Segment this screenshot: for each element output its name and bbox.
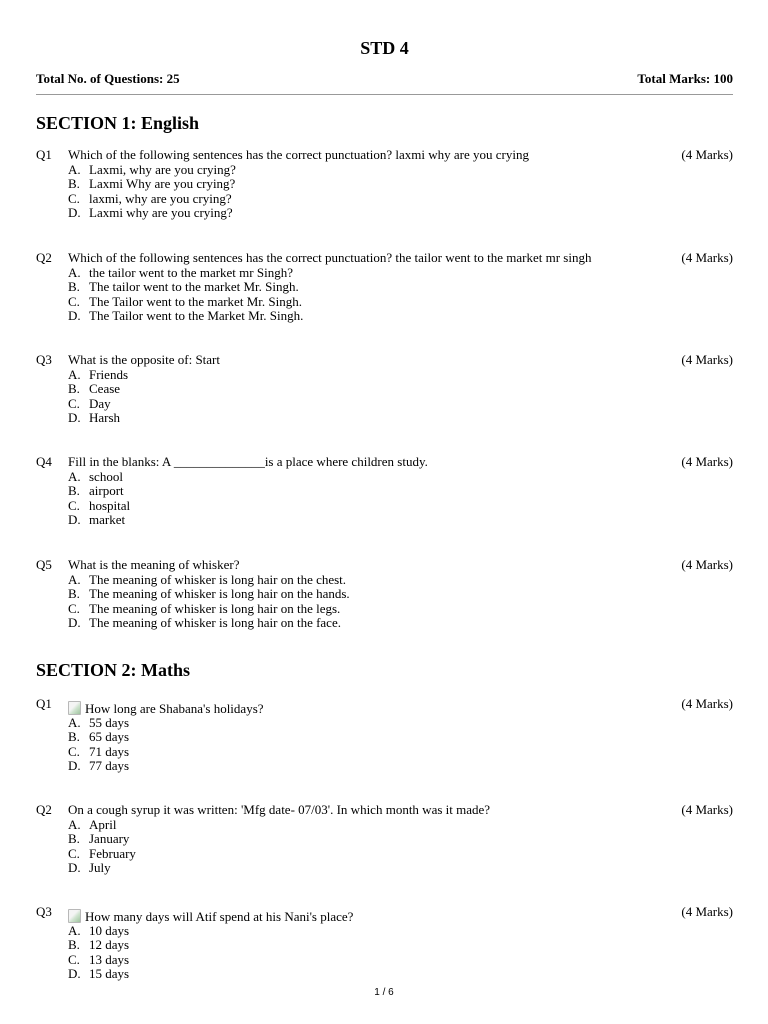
option-text: laxmi, why are you crying? [89,190,232,206]
question-marks: (4 Marks) [681,904,733,919]
option-item [68,573,350,588]
option-label: B. [68,279,80,295]
option-text: The Tailor went to the Market Mr. Singh. [89,308,304,324]
options-list [68,470,130,528]
options-list [68,818,136,876]
option-label: C. [68,293,80,309]
total-marks: Total Marks: 100 [637,71,733,86]
option-label: D. [68,615,81,631]
question-number: Q5 [36,557,52,572]
question-number: Q2 [36,802,52,817]
option-label: B. [68,483,80,499]
option-label: D. [68,860,81,876]
option-text: February [89,845,136,861]
option-text: April [89,816,117,832]
option-label: A. [68,264,81,280]
question-marks: (4 Marks) [681,352,733,367]
question-text: What is the meaning of whisker? [68,557,240,572]
option-item [68,206,236,221]
option-label: A. [68,161,81,177]
option-label: D. [68,758,81,774]
option-text: 55 days [89,714,130,730]
question-marks: (4 Marks) [681,557,733,572]
question-number: Q4 [36,454,52,469]
options-list [68,924,129,982]
option-item [68,953,129,968]
question-number: Q1 [36,696,52,711]
option-item [68,716,129,731]
question-marks: (4 Marks) [681,147,733,162]
question-marks: (4 Marks) [681,696,733,711]
option-text: The meaning of whisker is long hair on the chest. [89,571,347,587]
option-label: D. [68,966,81,982]
option-item [68,411,128,426]
option-text: 12 days [89,937,130,953]
option-item [68,382,128,397]
option-text: the tailor went to the market mr Singh? [89,264,293,280]
option-item [68,967,129,982]
option-item [68,938,129,953]
section-heading: SECTION 2: Maths [36,660,191,680]
question-marks: (4 Marks) [681,250,733,265]
broken-image-icon [68,909,81,923]
option-text: Cease [89,381,121,397]
option-text: 15 days [89,966,130,982]
option-item [68,616,350,631]
total-questions: Total No. of Questions: 25 [36,71,180,86]
option-label: D. [68,512,81,528]
option-text: January [89,831,130,847]
question-text: How many days will Atif spend at his Nani's place? [85,909,354,924]
question-number: Q3 [36,352,52,367]
option-label: B. [68,176,80,192]
option-item [68,861,136,876]
question-number: Q3 [36,904,52,919]
option-text: 13 days [89,951,130,967]
option-item [68,730,129,745]
option-label: D. [68,308,81,324]
option-text: market [89,512,126,528]
option-item [68,280,303,295]
options-list [68,266,303,324]
options-list [68,163,236,221]
option-item [68,499,130,514]
question-text-line [68,251,591,266]
option-text: Harsh [89,410,121,426]
question-text-line [68,148,529,163]
page-title: STD 4 [360,38,409,58]
option-item [68,513,130,528]
option-label: C. [68,951,80,967]
options-list [68,368,128,426]
option-item [68,484,130,499]
option-item [68,832,136,847]
question-text-line [68,558,239,573]
option-item [68,295,303,310]
option-item [68,177,236,192]
option-text: Friends [89,366,128,382]
option-label: C. [68,743,80,759]
question-number: Q2 [36,250,52,265]
section-heading: SECTION 1: English [36,113,200,133]
option-text: school [89,468,123,484]
question-marks: (4 Marks) [681,454,733,469]
question-text-line [68,455,428,470]
question-marks: (4 Marks) [681,802,733,817]
options-list [68,716,129,774]
question-text: What is the opposite of: Start [68,352,221,367]
option-text: airport [89,483,124,499]
option-item [68,266,303,281]
option-label: A. [68,922,81,938]
option-text: Laxmi why are you crying? [89,205,233,221]
question-text: How long are Shabana's holidays? [85,701,264,716]
question-text-line [68,353,220,368]
option-item [68,587,350,602]
question-text: On a cough syrup it was written: 'Mfg date- 07/03'. In which month was it made? [68,802,491,817]
option-text: 65 days [89,729,130,745]
option-item [68,759,129,774]
question-number: Q1 [36,147,52,162]
option-label: C. [68,497,80,513]
option-label: B. [68,729,80,745]
option-label: A. [68,816,81,832]
option-item [68,192,236,207]
header-divider [36,94,733,95]
option-text: The tailor went to the market Mr. Singh. [89,279,299,295]
option-item [68,368,128,383]
option-label: A. [68,714,81,730]
option-label: A. [68,366,81,382]
option-text: July [89,860,111,876]
option-label: C. [68,190,80,206]
option-item [68,309,303,324]
option-text: 71 days [89,743,130,759]
option-label: B. [68,937,80,953]
option-label: B. [68,381,80,397]
option-text: hospital [89,497,131,513]
option-item [68,397,128,412]
option-item [68,818,136,833]
option-label: C. [68,395,80,411]
option-text: 10 days [89,922,130,938]
option-item [68,847,136,862]
option-item [68,602,350,617]
option-text: Laxmi, why are you crying? [89,161,236,177]
option-label: B. [68,586,80,602]
option-text: The Tailor went to the market Mr. Singh. [89,293,302,309]
option-label: C. [68,845,80,861]
option-label: D. [68,205,81,221]
option-label: A. [68,468,81,484]
option-item [68,745,129,760]
option-text: The meaning of whisker is long hair on the face. [89,615,341,631]
option-text: Laxmi Why are you crying? [89,176,236,192]
option-text: 77 days [89,758,130,774]
option-label: D. [68,410,81,426]
page-number: 1 / 6 [374,987,394,998]
option-label: A. [68,571,81,587]
broken-image-icon [68,701,81,715]
option-item [68,924,129,939]
question-text: Which of the following sentences has the correct punctuation? laxmi why are you crying [68,147,529,162]
question-text: Which of the following sentences has the correct punctuation? the tailor went to the market mr singh [68,250,592,265]
options-list [68,573,350,631]
option-text: The meaning of whisker is long hair on the legs. [89,600,341,616]
option-item [68,163,236,178]
option-label: B. [68,831,80,847]
option-label: C. [68,600,80,616]
option-text: The meaning of whisker is long hair on the hands. [89,586,350,602]
option-text: Day [89,395,111,411]
option-item [68,470,130,485]
question-text-line [68,803,490,818]
question-text: Fill in the blanks: A ______________is a place where children study. [68,454,428,469]
